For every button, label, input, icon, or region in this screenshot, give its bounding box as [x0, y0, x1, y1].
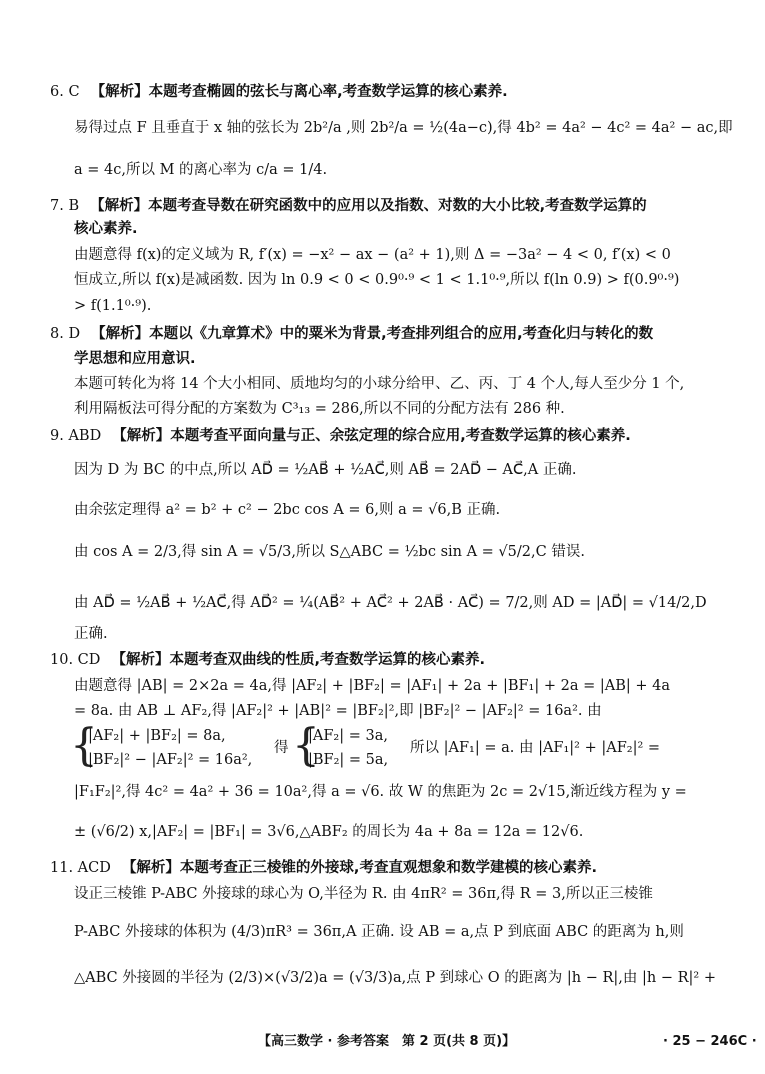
q10-system-1-eq-1: |AF₂| + |BF₂| = 8a,: [88, 728, 226, 744]
q8-heading-text: 【解析】本题以《九章算术》中的粟米为背景,考查排列组合的应用,考查化归与转化的数: [91, 326, 654, 342]
q9-line-5: 正确.: [74, 626, 108, 642]
q11-line-1: 设正三棱锥 P-ABC 外接球的球心为 O,半径为 R. 由 4πR² = 36π,得 R = 3,所以正三棱锥: [74, 886, 653, 902]
q6-number: 6. C: [50, 84, 80, 100]
q10-line-1: 由题意得 |AB| = 2×2a = 4a,得 |AF₂| + |BF₂| = |AF₁| + 2a + |BF₁| + 2a = |AB| + 4a: [74, 678, 670, 694]
q11-number: 11. ACD: [50, 860, 111, 876]
q8-number: 8. D: [50, 326, 81, 342]
q6-line-1: 易得过点 F 且垂直于 x 轴的弦长为 2b²/a ,则 2b²/a = ½(4a−c),得 4b² = 4a² − 4c² = 4a² − ac,即: [74, 120, 733, 136]
q7-heading-cont: 核心素养.: [74, 221, 138, 237]
q9-line-1: 因为 D 为 BC 的中点,所以 AD⃗ = ½AB⃗ + ½AC⃗,则 AB⃗ = 2AD⃗ − AC⃗,A 正确.: [74, 462, 577, 478]
q7-number: 7. B: [50, 198, 80, 214]
q7-heading: [50, 196, 647, 216]
q9-line-2: 由余弦定理得 a² = b² + c² − 2bc cos A = 6,则 a = √6,B 正确.: [74, 502, 501, 518]
q9-heading: [50, 426, 631, 446]
q6-line-2: a = 4c,所以 M 的离心率为 c/a = 1/4.: [74, 162, 328, 178]
q11-line-2: P-ABC 外接球的体积为 (4/3)πR³ = 36π,A 正确. 设 AB = a,点 P 到底面 ABC 的距离为 h,则: [74, 924, 684, 940]
q6-heading: [50, 82, 508, 102]
q7-heading-text: 【解析】本题考查导数在研究函数中的应用以及指数、对数的大小比较,考查数学运算的: [90, 198, 647, 214]
q10-system-1-eq-2: |BF₂|² − |AF₂|² = 16a²,: [88, 752, 253, 768]
left-brace-1: {: [70, 720, 98, 771]
q11-heading-text: 【解析】本题考查正三棱锥的外接球,考查直观想象和数学建模的核心素养.: [121, 860, 597, 876]
q8-line-2: 利用隔板法可得分配的方案数为 C³₁₃ = 286,所以不同的分配方法有 286 种.: [74, 401, 565, 417]
q9-line-3: 由 cos A = 2/3,得 sin A = √5/3,所以 S△ABC = ½bc sin A = √5/2,C 错误.: [74, 544, 585, 560]
q9-line-4: 由 AD⃗ = ½AB⃗ + ½AC⃗,得 AD⃗² = ¼(AB⃗² + AC⃗² + 2AB⃗ · AC⃗) = 7/2,则 AD = |AD⃗| = √14/2,D: [74, 595, 707, 611]
q10-heading-text: 【解析】本题考查双曲线的性质,考查数学运算的核心素养.: [111, 652, 485, 668]
q10-line-4: ± (√6/2) x,|AF₂| = |BF₁| = 3√6,△ABF₂ 的周长为 4a + 8a = 12a = 12√6.: [74, 824, 584, 840]
q10-line-3: |F₁F₂|²,得 4c² = 4a² + 36 = 10a²,得 a = √6. 故 W 的焦距为 2c = 2√15,渐近线方程为 y =: [74, 784, 687, 800]
q11-heading: [50, 858, 597, 878]
q9-number: 9. ABD: [50, 428, 102, 444]
q8-line-1: 本题可转化为将 14 个大小相同、质地均匀的小球分给甲、乙、丙、丁 4 个人,每人至少分 1 个,: [74, 376, 685, 392]
q8-heading-cont: 学思想和应用意识.: [74, 351, 196, 367]
q10-system-2-eq-2: |BF₂| = 5a,: [308, 752, 389, 768]
left-brace-2: {: [292, 720, 320, 771]
q10-system-word: 得: [274, 740, 289, 756]
footer-title: 【高三数学 · 参考答案 第 2 页(共 8 页)】: [258, 1034, 516, 1049]
q9-heading-text: 【解析】本题考查平面向量与正、余弦定理的综合应用,考查数学运算的核心素养.: [112, 428, 631, 444]
q10-number: 10. CD: [50, 652, 101, 668]
q10-line-2: = 8a. 由 AB ⊥ AF₂,得 |AF₂|² + |AB|² = |BF₂|²,即 |BF₂|² − |AF₂|² = 16a². 由: [74, 703, 602, 719]
q8-heading: [50, 324, 653, 344]
q7-line-3: > f(1.1⁰·⁹).: [74, 298, 152, 314]
q7-line-2: 恒成立,所以 f(x)是减函数. 因为 ln 0.9 < 0 < 0.9⁰·⁹ < 1 < 1.1⁰·⁹,所以 f(ln 0.9) > f(0.9⁰·⁹): [74, 272, 680, 288]
q6-heading-text: 【解析】本题考查椭圆的弦长与离心率,考查数学运算的核心素养.: [90, 84, 508, 100]
q10-system-result: 所以 |AF₁| = a. 由 |AF₁|² + |AF₂|² =: [410, 740, 661, 756]
q10-system-2-eq-1: |AF₂| = 3a,: [308, 728, 388, 744]
q11-line-3: △ABC 外接圆的半径为 (2/3)×(√3/2)a = (√3/3)a,点 P 到球心 O 的距离为 |h − R|,由 |h − R|² +: [74, 970, 716, 986]
footer-code: · 25 − 246C ·: [663, 1034, 757, 1049]
q7-line-1: 由题意得 f(x)的定义域为 R, f′(x) = −x² − ax − (a² + 1),则 Δ = −3a² − 4 < 0, f′(x) < 0: [74, 247, 671, 263]
q10-heading: [50, 650, 485, 670]
